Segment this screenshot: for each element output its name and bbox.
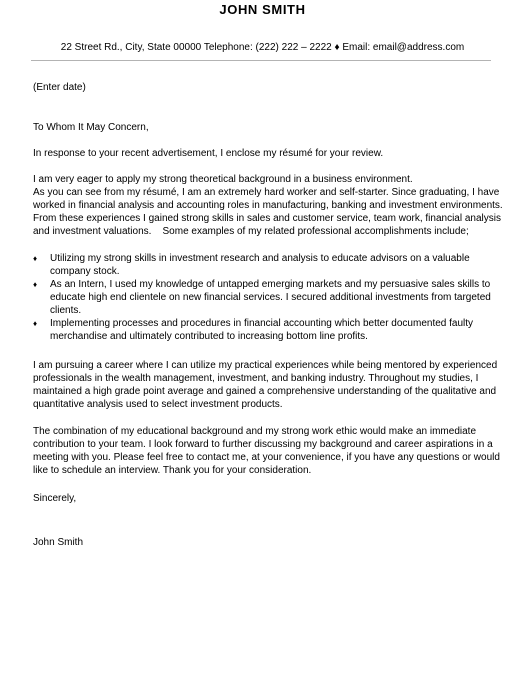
paragraph-line: maintained a high grade point average and gained a comprehensive understanding of the qualitative and bbox=[33, 386, 497, 397]
list-item bbox=[33, 252, 493, 278]
list-item-line: Implementing processes and procedures in financial accounting which better documented faulty bbox=[50, 318, 474, 329]
paragraph-line: professionals in the wealth management, investment, and banking industry. Throughout my studies, I bbox=[33, 373, 479, 384]
paragraph-line: like to schedule an interview. Thank you for your consideration. bbox=[33, 465, 312, 476]
list-item-line: educate high end clientele on new financial services. I secured additional investments from targeted bbox=[50, 292, 491, 303]
paragraph-closing-remarks bbox=[33, 425, 500, 477]
diamond-bullet-icon: ♦ bbox=[33, 280, 38, 289]
letter-closing: Sincerely, bbox=[33, 493, 77, 504]
diamond-bullet-icon: ♦ bbox=[33, 254, 38, 263]
diamond-bullet-icon: ♦ bbox=[33, 319, 38, 328]
paragraph-line: meeting with you. Please feel free to contact me, at your convenience, if you have any questions or would bbox=[33, 452, 500, 463]
sender-contact-line: 22 Street Rd., City, State 00000 Telephone: (222) 222 – 2222 ♦ Email: email@address.com bbox=[60, 42, 465, 53]
paragraph-line: contribution to your team. I look forward to further discussing my background and career aspirations in a bbox=[33, 439, 493, 450]
paragraph-line: and investment valuations. Some examples of my related professional accomplishments include; bbox=[33, 226, 469, 237]
list-item-line: company stock. bbox=[50, 266, 120, 277]
paragraph-career-goals bbox=[33, 359, 498, 411]
sender-name: JOHN SMITH bbox=[219, 2, 306, 17]
list-item-line: clients. bbox=[50, 305, 82, 316]
letter-intro: In response to your recent advertisement, I enclose my résumé for your review. bbox=[33, 148, 384, 159]
paragraph-line: As you can see from my résumé, I am an extremely hard worker and self-starter. Since graduating, I have bbox=[33, 187, 500, 198]
paragraph-line: From these experiences I gained strong skills in sales and customer service, team work, financial analysis bbox=[33, 213, 501, 224]
list-item bbox=[33, 278, 493, 317]
paragraph-line: I am pursuing a career where I can utilize my practical experiences while being mentored by experienced bbox=[33, 360, 498, 371]
accomplishments-list bbox=[33, 252, 493, 343]
letter-salutation: To Whom It May Concern, bbox=[33, 122, 149, 133]
paragraph-experience bbox=[33, 173, 503, 238]
paragraph-line: The combination of my educational background and my strong work ethic would make an immediate bbox=[33, 426, 477, 437]
list-item-line: As an Intern, I used my knowledge of untapped emerging markets and my persuasive sales skills to bbox=[50, 279, 491, 290]
list-item bbox=[33, 317, 493, 343]
list-item-line: Utilizing my strong skills in investment research and analysis to educate advisors on a valuable bbox=[50, 253, 470, 264]
header-divider bbox=[31, 60, 491, 61]
paragraph-line: I am very eager to apply my strong theoretical background in a business environment. bbox=[33, 174, 413, 185]
paragraph-line: quantitative analysis used to select investment products. bbox=[33, 399, 283, 410]
paragraph-line: worked in financial analysis and accounting roles in manufacturing, banking and investment environments. bbox=[33, 200, 503, 211]
list-item-line: merchandise and ultimately contributed to increasing bottom line profits. bbox=[50, 331, 368, 342]
letter-signature: John Smith bbox=[33, 537, 84, 548]
letter-date: (Enter date) bbox=[33, 82, 86, 93]
